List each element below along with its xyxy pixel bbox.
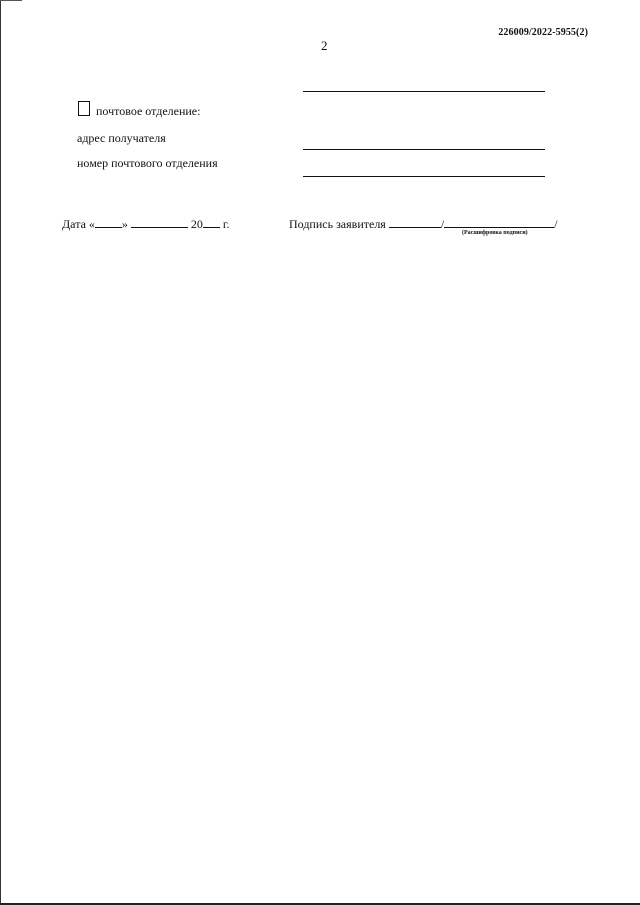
date-label: Дата « — [62, 217, 95, 231]
signature-transcript-blank[interactable] — [444, 216, 554, 228]
post-office-number-field-line[interactable] — [303, 176, 545, 177]
signature-blank[interactable] — [389, 216, 441, 228]
post-office-number-label: номер почтового отделения — [77, 156, 218, 170]
scan-edge-top — [0, 0, 22, 1]
post-office-field-line[interactable] — [303, 91, 545, 92]
signature-label: Подпись заявителя — [289, 217, 386, 231]
year-suffix: г. — [222, 217, 230, 231]
signature-slash-2: / — [554, 217, 558, 231]
signature-caption: (Расшифровка подписи) — [462, 230, 528, 236]
date-row — [62, 216, 230, 232]
scan-edge-left — [0, 0, 1, 905]
signature-slash-1: / — [440, 217, 445, 231]
date-quote-close: » — [121, 217, 128, 231]
day-blank[interactable] — [95, 216, 122, 228]
month-blank[interactable] — [131, 216, 188, 228]
document-number: 226009/2022-5955(2) — [498, 27, 588, 38]
post-office-option-label: почтовое отделение: — [96, 104, 201, 118]
recipient-address-label: адрес получателя — [77, 131, 166, 145]
recipient-address-field-line[interactable] — [303, 149, 545, 150]
page-number: 2 — [321, 38, 328, 53]
year-prefix: 20 — [190, 217, 203, 231]
year-blank[interactable] — [203, 216, 220, 228]
post-office-checkbox[interactable] — [78, 101, 90, 116]
